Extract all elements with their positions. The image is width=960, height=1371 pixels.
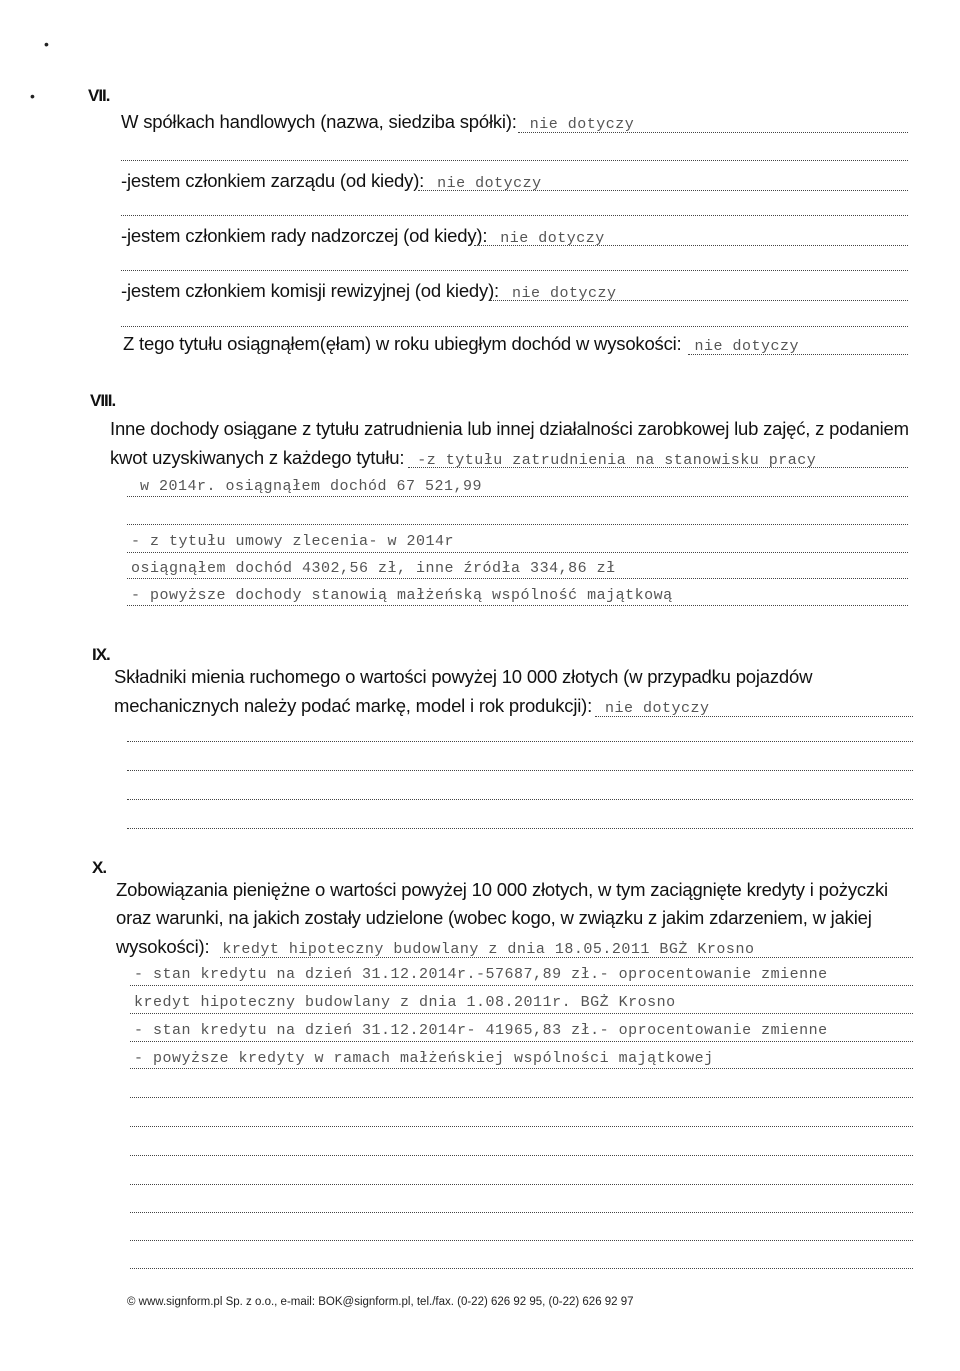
section-number-ix: IX.	[92, 645, 110, 664]
fill-line	[130, 1013, 913, 1014]
ix-text-line-2	[114, 695, 710, 717]
x-text-line-3-label: wysokości):	[116, 936, 210, 957]
viii-answer-line-2: -z tytułu zatrudnienia na stanowisku pracy	[417, 452, 817, 469]
fill-line	[127, 496, 908, 497]
fill-line	[408, 467, 908, 468]
fill-line	[130, 1268, 913, 1269]
fill-line	[130, 1240, 913, 1241]
x-answer-line-4: - stan kredytu na dzień 31.12.2014r.-57687,89 zł.- oprocentowanie zmienne	[134, 966, 828, 983]
fill-line	[121, 215, 908, 216]
fill-line	[127, 828, 913, 829]
fill-line	[127, 578, 908, 579]
fill-line	[121, 160, 908, 161]
ix-text-line-2-label: mechanicznych należy podać markę, model i rok produkcji):	[114, 695, 593, 716]
vii-companies-answer: nie dotyczy	[529, 116, 635, 133]
fill-line	[127, 524, 908, 525]
vii-audit-answer: nie dotyczy	[511, 285, 617, 302]
viii-text-line-2-label: kwot uzyskiwanych z każdego tytułu:	[110, 447, 405, 468]
x-text-line-1: Zobowiązania pieniężne o wartości powyżej 10 000 złotych, w tym zaciągnięte kredyty i pożyczki	[116, 879, 888, 900]
bullet-mark: •	[30, 88, 35, 104]
vii-board-label	[121, 170, 542, 192]
viii-text-line-2	[110, 447, 816, 469]
fill-line	[127, 605, 908, 606]
fill-line	[121, 326, 908, 327]
fill-line	[127, 799, 913, 800]
fill-line	[130, 1155, 913, 1156]
viii-text-line-1: Inne dochody osiągane z tytułu zatrudnienia lub innej działalności zarobkowej lub zajęć, z podaniem	[110, 418, 909, 439]
vii-audit-text: -jestem członkiem komisji rewizyjnej (od kiedy):	[121, 280, 499, 301]
fill-line	[220, 957, 913, 958]
viii-answer-line-6: osiągnąłem dochód 4302,56 zł, inne źródła 334,86 zł	[131, 560, 616, 577]
fill-line	[474, 245, 908, 246]
fill-line	[130, 1184, 913, 1185]
x-text-line-3	[116, 936, 754, 958]
fill-line	[127, 741, 913, 742]
x-answer-line-6: - stan kredytu na dzień 31.12.2014r- 41965,83 zł.- oprocentowanie zmienne	[134, 1022, 828, 1039]
fill-line	[130, 1097, 913, 1098]
fill-line	[130, 1126, 913, 1127]
section-number-vii: VII.	[88, 86, 110, 105]
ix-text-line-1: Składniki mienia ruchomego o wartości powyżej 10 000 złotych (w przypadku pojazdów	[114, 666, 813, 687]
vii-income-label	[123, 333, 799, 355]
fill-line	[518, 132, 908, 133]
vii-audit-label	[121, 280, 616, 302]
fill-line	[130, 985, 913, 986]
vii-supervisory-text: -jestem członkiem rady nadzorczej (od kiedy):	[121, 225, 488, 246]
viii-answer-line-7: - powyższe dochody stanowią małżeńską wspólność majątkową	[131, 587, 673, 604]
bullet-mark: •	[44, 36, 49, 52]
x-text-line-2: oraz warunki, na jakich zostały udzielone (wobec kogo, w związku z jakim zdarzeniem, w jakiej	[116, 907, 872, 928]
x-answer-line-7: - powyższe kredyty w ramach małżeńskiej wspólności majątkowej	[134, 1050, 714, 1067]
viii-answer-line-3: w 2014r. osiągnąłem dochód 67 521,99	[140, 478, 483, 495]
fill-line	[688, 354, 908, 355]
section-number-viii: VIII.	[90, 391, 116, 410]
vii-board-answer: nie dotyczy	[437, 175, 542, 192]
vii-board-text: -jestem członkiem zarządu (od kiedy):	[121, 170, 425, 191]
fill-line	[127, 770, 913, 771]
fill-line	[490, 300, 908, 301]
page-footer: © www.signform.pl Sp. z o.o., e-mail: BOK@signform.pl, tel./fax. (0-22) 626 92 95, (0-22) 626 92 97	[127, 1296, 634, 1308]
ix-answer: nie dotyczy	[605, 700, 710, 717]
viii-answer-line-5: - z tytułu umowy zlecenia- w 2014r	[131, 533, 455, 550]
vii-companies-label	[121, 111, 634, 133]
section-number-x: X.	[92, 858, 107, 877]
fill-line	[130, 1041, 913, 1042]
fill-line	[130, 1212, 913, 1213]
fill-line	[121, 270, 908, 271]
x-answer-line-3: kredyt hipoteczny budowlany z dnia 18.05.2011 BGŻ Krosno	[222, 941, 755, 958]
fill-line	[127, 552, 908, 553]
fill-line	[130, 1068, 913, 1069]
fill-line	[595, 716, 913, 717]
fill-line	[418, 190, 908, 191]
vii-companies-text: W spółkach handlowych (nazwa, siedziba spółki):	[121, 111, 517, 132]
vii-supervisory-label	[121, 225, 605, 247]
vii-income-answer: nie dotyczy	[694, 338, 799, 355]
vii-income-text: Z tego tytułu osiągnąłem(ęłam) w roku ubiegłym dochód w wysokości:	[123, 333, 682, 354]
vii-supervisory-answer: nie dotyczy	[500, 230, 605, 247]
x-answer-line-5: kredyt hipoteczny budowlany z dnia 1.08.2011r. BGŻ Krosno	[134, 994, 676, 1011]
